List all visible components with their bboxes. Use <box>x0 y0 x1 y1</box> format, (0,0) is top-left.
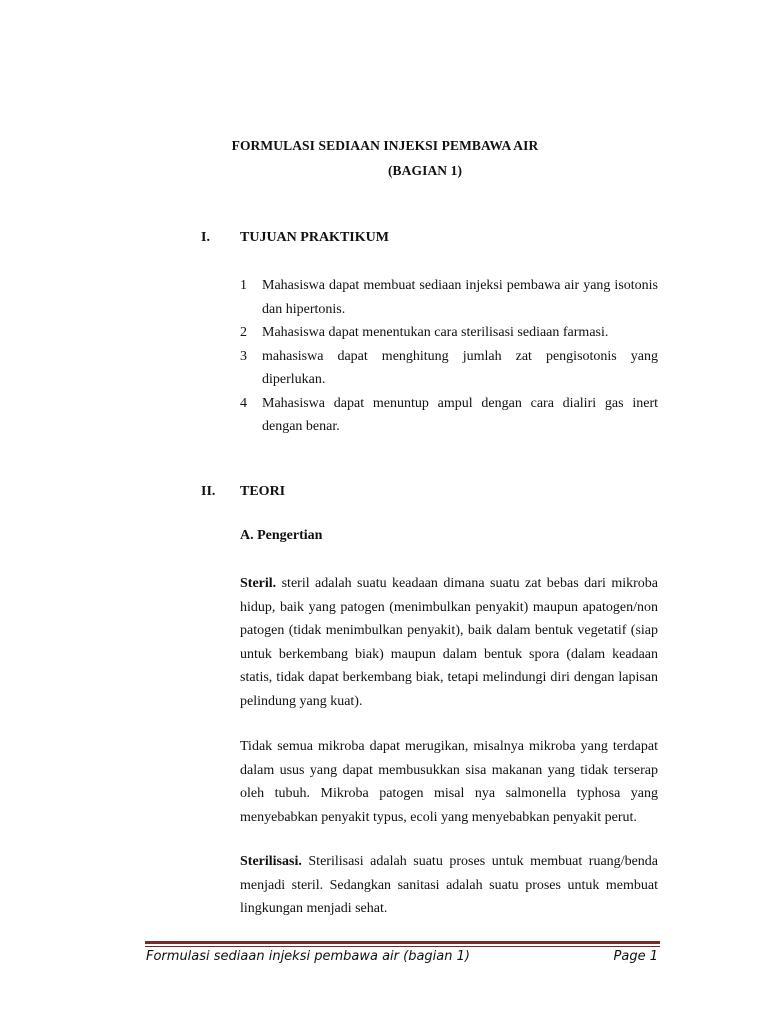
paragraph-sterilisasi <box>240 850 658 921</box>
list-item-number: 3 <box>240 348 247 364</box>
paragraph-lead: Steril. <box>240 576 277 591</box>
list-item <box>240 321 658 345</box>
section-1-heading: TUJUAN PRAKTIKUM <box>240 230 389 245</box>
paragraph-lead: Sterilisasi. <box>240 854 302 869</box>
paragraph-text: Sterilisasi adalah suatu proses untuk membuat ruang/benda menjadi steril. Sedangkan sanitasi adalah suatu proses untuk membuat lingkungan menjadi sehat. <box>240 854 658 916</box>
footer-divider <box>145 941 660 944</box>
document-title: FORMULASI SEDIAAN INJEKSI PEMBAWA AIR <box>231 138 539 153</box>
list-item <box>240 392 658 439</box>
document-subtitle: (BAGIAN 1) <box>387 163 463 178</box>
list-item-text: mahasiswa dapat menghitung jumlah zat pengisotonis yang diperlukan. <box>262 348 658 387</box>
footer-divider-thin <box>145 946 660 947</box>
list-item <box>240 345 658 392</box>
paragraph-text: steril adalah suatu keadaan dimana suatu zat bebas dari mikroba hidup, baik yang patogen (menimbulkan penyakit) maupun apatogen/non patogen (tidak menimbulkan penyakit), baik dalam bentuk vegetatif (siap untuk berkembang biak) maupun dalam bentuk spora (dalam keadaan statis, tidak dapat berkembang biak, tetapi melindungi diri dengan lapisan pelindung yang kuat). <box>240 576 658 709</box>
list-item-number: 4 <box>240 395 247 411</box>
list-item-number: 1 <box>240 278 247 293</box>
section-1-number: I. <box>201 230 210 245</box>
page-number: Page 1 <box>613 949 658 964</box>
paragraph-mikroba <box>240 735 658 829</box>
list-item-text: Mahasiswa dapat menentukan cara sterilisasi sediaan farmasi. <box>262 325 609 340</box>
paragraph-steril <box>240 572 658 713</box>
list-item <box>240 274 658 321</box>
section-2-heading: TEORI <box>240 484 286 499</box>
objectives-list <box>240 274 658 439</box>
list-item-text: Mahasiswa dapat membuat sediaan injeksi pembawa air yang isotonis dan hipertonis. <box>262 278 658 317</box>
list-item-number: 2 <box>240 325 247 340</box>
footer-document-title: Formulasi sediaan injeksi pembawa air (bagian 1) <box>146 949 470 964</box>
paragraph-text: Tidak semua mikroba dapat merugikan, misalnya mikroba yang terdapat dalam usus yang dapat membusukkan sisa makanan yang tidak terserap oleh tubuh. Mikroba patogen misal nya salmonella typhosa yang menyebabkan penyakit typus, ecoli yang menyebabkan penyakit perut. <box>240 739 658 825</box>
list-item-text: Mahasiswa dapat menuntup ampul dengan cara dialiri gas inert dengan benar. <box>262 395 658 434</box>
subsection-heading: A. Pengertian <box>240 528 323 543</box>
section-2-number: II. <box>201 484 216 499</box>
